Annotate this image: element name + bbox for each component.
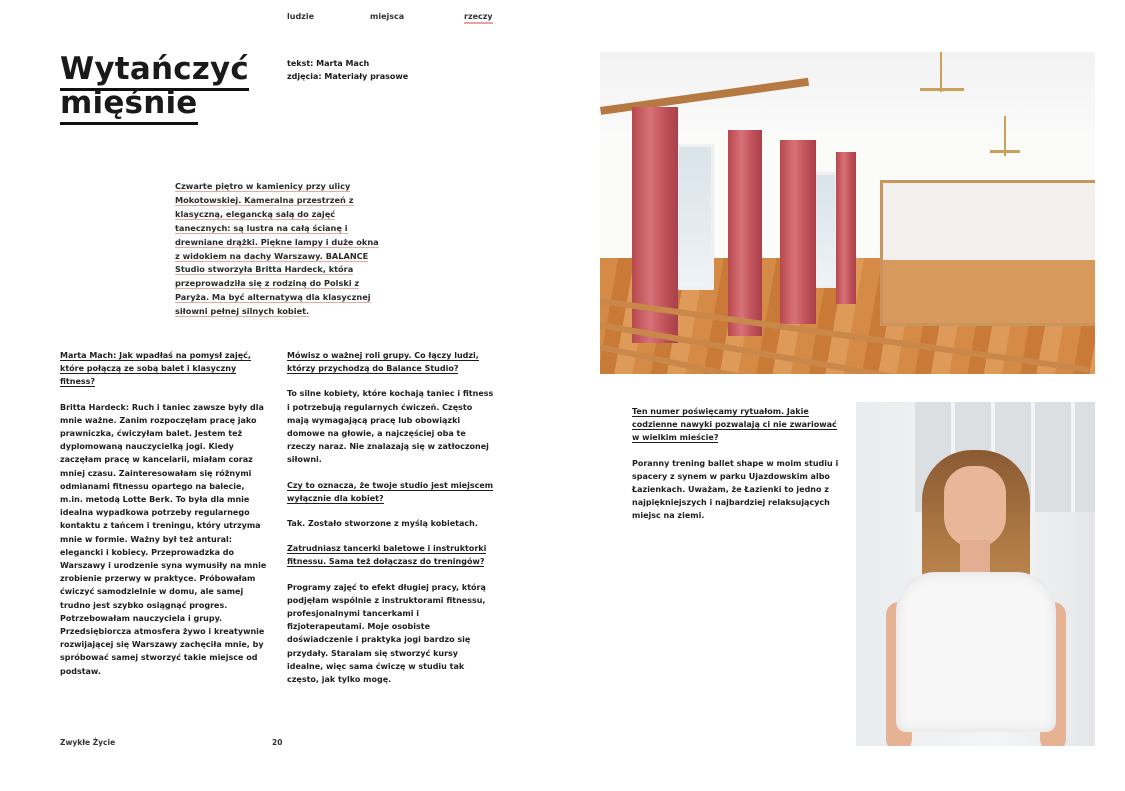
credits xyxy=(287,57,408,83)
lead-text: Czwarte piętro w kamienicy przy ulicy Mokotowskiej. Kameralna przestrzeń z klasyczną, elegancką salą do zajęć tanecznych: są lustra na całą ścianę i drewniane drążki. Piękne lampy i duże okna z widokiem na dachy Warszawy. BALANCE Studio stworzyła Britta Hardeck, która przeprowadziła się z rodziną do Polski z Paryża. Ma być alternatywą dla klasycznej siłowni pełnej silnych kobiet. xyxy=(175,181,379,317)
nav-ludzie[interactable]: ludzie xyxy=(287,12,314,21)
page-number: 20 xyxy=(272,738,283,747)
answer-1: Britta Hardeck: Ruch i taniec zawsze były dla mnie ważne. Zanim rozpoczęłam pracę jako prawniczka, ćwiczyłam balet. Jestem też dyplomowaną nauczycielką jogi. Kiedy zaczęłam pracę w kancelarii, miałam coraz mniej czasu. Zainteresowałam się różnymi odmianami fitnessu opartego na balecie, m.in. metodą Lotte Berk. To była dla mnie idealna wypadkowa potrzeby regularnego kontaktu z tańcem i treningu, który utrzyma mnie w formie. Ważny był też antural: elegancki i kobiecy. Przeprowadzka do Warszawy i urodzenie syna wymusiły na mnie zrobienie przerwy w praktyce. Próbowałam ćwiczyć samodzielnie w domu, ale samej trudno jest szybko osiągnąć progres. Potrzebowałam nauczyciela i grupy. Przedsiębiorcza atmosfera żywo i kreatywnie rozwijającej się Warszawy zachęciła mnie, by spróbować samej stworzyć takie miejsce od podstaw. xyxy=(60,402,267,676)
question-1: Marta Mach: Jak wpadłaś na pomysł zajęć, które połączą ze sobą balet i klasyczny fitness? xyxy=(60,351,251,387)
question-2: Mówisz o ważnej roli grupy. Co łączy ludzi, którzy przychodzą do Balance Studio? xyxy=(287,351,479,374)
nav-rzeczy[interactable]: rzeczy xyxy=(464,12,493,24)
studio-photo xyxy=(600,52,1095,374)
answer-2: To silne kobiety, które kochają taniec i fitness i potrzebują regularnych ćwiczeń. Często mają wymagającą pracę lub obowiązki domowe na głowie, a najczęściej oba te rzeczy naraz. Nie znalazają się w zatłoczonej siłowni. xyxy=(287,389,494,465)
answer-3: Tak. Zostało stworzone z myślą kobietach. xyxy=(287,519,478,529)
magazine-name: Zwykłe Życie xyxy=(60,738,116,747)
column-2 xyxy=(287,349,495,698)
title-line-2: mięśnie xyxy=(60,85,198,125)
question-3: Czy to oznacza, że twoje studio jest miejscem wyłącznie dla kobiet? xyxy=(287,480,494,503)
answer-5: Poranny trening ballet shape w moim studiu i spacery z synem w parku Ujazdowskim albo Łazienkach. Uważam, że Łazienki to jedno z najpiękniejszych i najbardziej relaksujących miejsc na ziemi. xyxy=(632,458,839,521)
nav-miejsca[interactable]: miejsca xyxy=(370,12,405,21)
column-3 xyxy=(632,405,840,535)
credit-photos: zdjęcia: Materiały prasowe xyxy=(287,72,409,81)
lead-paragraph xyxy=(175,180,385,319)
credit-text: tekst: Marta Mach xyxy=(287,59,370,68)
article-title xyxy=(60,52,249,120)
portrait-photo xyxy=(856,402,1095,746)
question-5: Ten numer poświęcamy rytuałom. Jakie codzienne nawyki pozwalają ci nie zwariować w wielkim mieście? xyxy=(632,407,837,443)
title-line-1: Wytańczyć xyxy=(60,51,249,91)
answer-4: Programy zajęć to efekt długiej pracy, którą podjęłam wspólnie z instruktorami fitnessu, profesjonalnymi tancerkami i fizjoterapeutami. Moje osobiste doświadczenie i praktyka jogi bardzo się przydały. Staralam się stworzyć kursy idealne, więc sama ćwiczę w studiu tak często, jak tylko mogę. xyxy=(287,582,486,685)
column-1 xyxy=(60,349,268,690)
question-4: Zatrudniasz tancerki baletowe i instruktorki fitnessu. Sama też dołączasz do treningów? xyxy=(287,544,487,567)
